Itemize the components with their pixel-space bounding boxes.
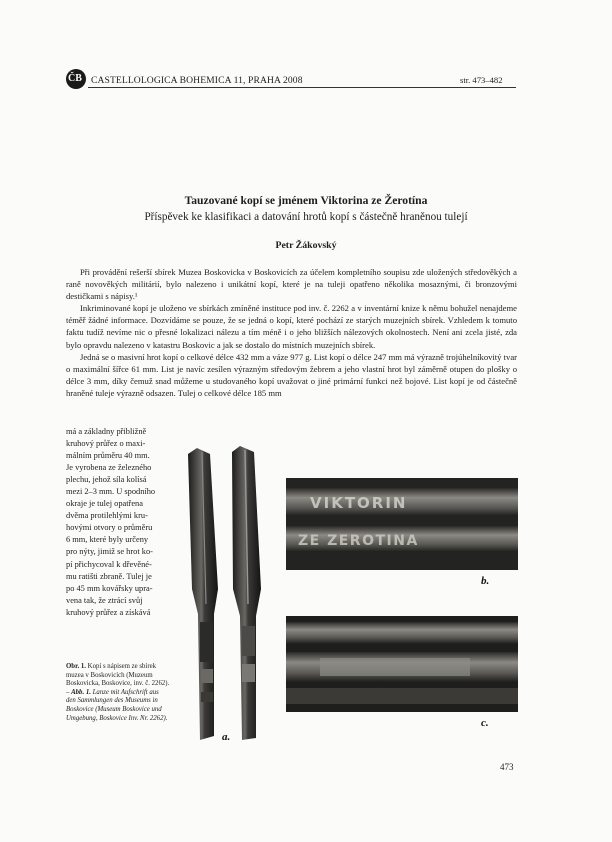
- paragraph: Jedná se o masivní hrot kopí o celkové délce 432 mm a váze 977 g. List kopí o délce 247 mm má výrazně trojúhelníkovitý tvar o maximální šířce 61 mm. List je navíc zesílen výrazným středovým žebrem a jeho vlastní hrot byl záměrně otupen do plošky o délce 3 mm, díky čemuž snad můžeme u studovaného kopí uvažovat o jiné primární funkci než bojové. List kopí je od částečně hraněné tuleje výrazně odsazen. Tulej o celkové délce 185 mm: [66, 351, 517, 398]
- figure-1: [170, 444, 522, 749]
- journal-logo: ČB: [66, 69, 86, 89]
- wrap-line: má a základny přibližně: [66, 427, 147, 436]
- label-c: c.: [481, 717, 489, 729]
- article-body: [66, 266, 517, 399]
- label-b: b.: [481, 575, 490, 587]
- wrap-line: mezi 2–3 mm. U spodního: [66, 487, 156, 497]
- inscription-bottom: ZE ZEROTINA: [298, 533, 419, 549]
- page-range: str. 473–482: [460, 75, 503, 85]
- header-rule: [88, 87, 516, 88]
- page-number: 473: [500, 762, 514, 772]
- wrap-line: dvěma protilehlými kru-: [66, 511, 148, 521]
- article-title: Tauzované kopí se jménem Viktorina ze Žerotína: [184, 194, 428, 207]
- paragraph: Při provádění rešerší sbírek Muzea Boskovicka v Boskovicích za účelem kompletního soupisu zde uložených středověkých a raně novověkých militárií, bylo nalezeno i unikátní kopí, které je na tuleji opatřeno několika mosaznými, či bronzovými destičkami s nápisy.¹: [66, 267, 517, 302]
- inscription-detail-c: [286, 616, 518, 712]
- wrap-line: po 45 mm kovářsky upra-: [66, 583, 153, 593]
- spear-side-photo: [232, 446, 261, 740]
- wrap-line: vena tak, že ztrácí svůj: [66, 595, 143, 605]
- wrap-line: málním průměru 40 mm.: [66, 451, 150, 461]
- spear-front-photo: [188, 448, 218, 740]
- wrap-line: kruhový průřez o maxi-: [66, 439, 146, 449]
- wrap-line: okraje je tulej opatřena: [66, 499, 143, 509]
- inscription-detail-b: [286, 478, 518, 570]
- label-a: a.: [222, 731, 231, 743]
- wrap-text-column: [66, 426, 177, 619]
- article-subtitle: Příspěvek ke klasifikaci a datování hrotů kopí s částečně hraněnou tulejí: [144, 211, 468, 223]
- figure-caption: [66, 663, 170, 723]
- wrap-line: Je vyrobena ze železného: [66, 463, 152, 473]
- caption-lead: Obr. 1.: [66, 663, 86, 670]
- caption-german-lead: Abb. 1.: [71, 688, 91, 696]
- wrap-line: pí přichycoval k dřevěné-: [66, 559, 152, 569]
- caption-czech: Kopí s nápisem ze sbírek muzea v Boskovicích (Muzeum Boskovicka, Boskovice, inv. č. 2262). –: [66, 663, 170, 696]
- wrap-line: plechu, jehož síla kolísá: [66, 475, 147, 485]
- wrap-line: 6 mm, které byly určeny: [66, 535, 149, 545]
- figure-photos: [170, 444, 522, 744]
- article-author: Petr Žákovský: [275, 240, 337, 251]
- wrap-line: kruhový průřez a získává: [66, 607, 151, 617]
- wrap-line: hovými otvory o průměru: [66, 523, 153, 533]
- journal-name: CASTELLOLOGICA BOHEMICA 11, PRAHA 2008: [91, 75, 303, 86]
- wrap-line: pro nýty, jimiž se hrot ko-: [66, 547, 153, 557]
- wrap-line: mu ratišti zbraně. Tulej je: [66, 571, 152, 581]
- inscription-top: VIKTORIN: [310, 494, 408, 512]
- paragraph: Inkriminované kopí je uloženo ve sbírkách zmíněné instituce pod inv. č. 2262 a v inventární knize k němu bohužel nenajdeme téměř žádné informace. Dozvídáme se pouze, že se jedná o kopí, které pochází ze starých muzejních sbírek. Vzhledem k tomuto faktu tudíž nevíme nic o přesné lokalizaci nálezu a tím méně i o jeho bližších nálezových okolnostech. Není ani zcela jisté, zda bylo opravdu nalezeno v katastru Boskovic a jak se dostalo do místních muzejních sbírek.: [66, 303, 517, 350]
- caption-german: Lanze mit Aufschrift aus den Sammlungen des Museums in Boskovice (Museum Boskovice und Umgebung, Boskovice Inv. Nr. 2262).: [66, 688, 168, 722]
